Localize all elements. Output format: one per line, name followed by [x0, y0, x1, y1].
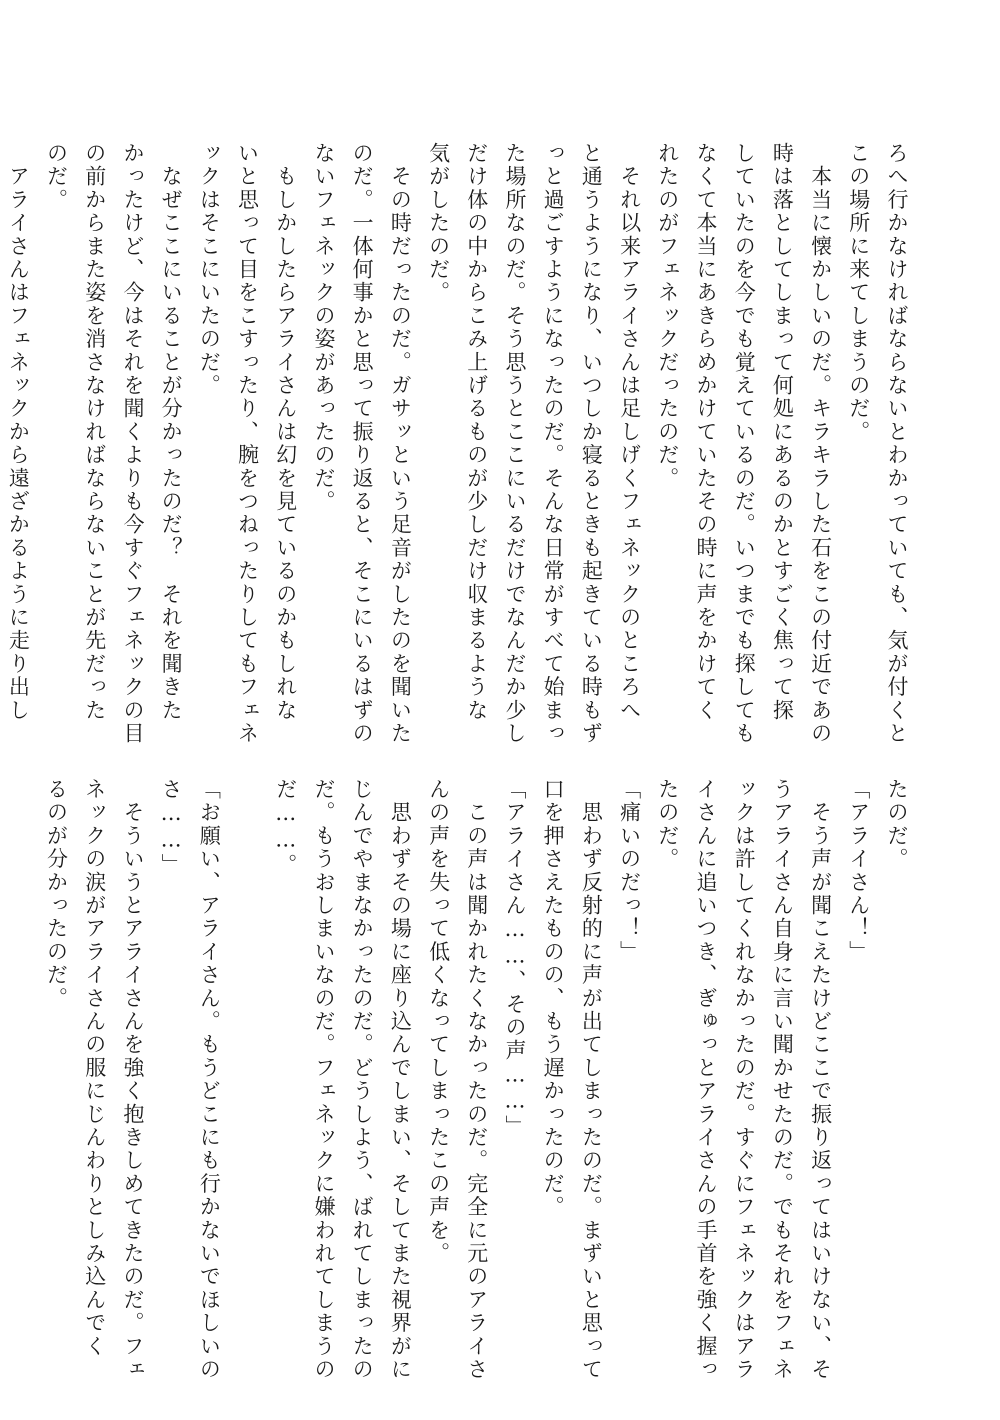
text-line: たのだ。 [655, 778, 680, 871]
text-line: そう声が聞こえたけどここで振り返ってはいけない、そ [808, 778, 833, 1382]
text-line: 本当に懐かしいのだ。キラキラした石をこの付近であの [808, 142, 833, 746]
text-line: ないフェネックの姿があったのだ。 [311, 142, 336, 514]
text-line: 「痛いのだっ！」 [617, 778, 642, 964]
upper-text-block [0, 142, 916, 746]
text-line: た場所なのだ。そう思うとここにいるだけでなんだか少し [502, 142, 527, 746]
text-line: のだ。一体何事かと思って振り返ると、そこにいるはずの [350, 142, 375, 746]
text-line: なぜここにいることが分かったのだ？ それを聞きた [159, 142, 184, 722]
text-line: ネックの涙がアライさんの服にじんわりとしみ込んでく [82, 778, 107, 1358]
text-line: 口を押さえたものの、もう遅かったのだ。 [541, 778, 566, 1219]
text-line: ックは許してくれなかったのだ。すぐにフェネックはアラ [732, 778, 757, 1382]
text-line: だ。もうおしまいなのだ。フェネックに嫌われてしまうの [311, 778, 336, 1382]
text-line: んの声を失って低くなってしまったこの声を。 [426, 778, 451, 1266]
text-line: この場所に来てしまうのだ。 [846, 142, 871, 444]
text-line: なくて本当にあきらめかけていたその時に声をかけてく [693, 142, 718, 722]
text-line: のだ。 [44, 142, 69, 212]
text-line: だ……。 [273, 778, 298, 877]
text-line: 「アライさん！」 [846, 778, 871, 964]
text-line: 思わず反射的に声が出てしまったのだ。まずいと思って [579, 778, 604, 1382]
text-line: ろへ行かなければならないとわかっていても、気が付くと [885, 142, 909, 746]
text-line: もしかしたらアライさんは幻を見ているのかもしれな [273, 142, 298, 722]
text-line: かったけど、今はそれを聞くよりも今すぐフェネックの目 [120, 142, 145, 746]
text-line: 時は落としてしまって何処にあるのかとすごく焦って探 [770, 142, 795, 722]
text-line: と通うようになり、いつしか寝るときも起きている時もず [579, 142, 604, 746]
text-line: だけ体の中からこみ上げるものが少しだけ収まるような [464, 142, 489, 722]
text-line: いと思って目をこすったり、腕をつねったりしてもフェネ [235, 142, 260, 746]
text-line: 気がしたのだ。 [426, 142, 451, 305]
text-line: 「アライさん……、その声……」 [502, 778, 527, 1138]
lower-text-block [37, 778, 916, 1382]
text-line: の前からまた姿を消さなければならないことが先だった [82, 142, 107, 722]
text-line: さ……」 [159, 778, 184, 877]
text-line: その時だったのだ。ガサッという足音がしたのを聞いた [388, 142, 413, 746]
text-line: アライさんはフェネックから遠ざかるように走り出し [6, 142, 31, 722]
text-line: そういうとアライさんを強く抱きしめてきたのだ。フェ [120, 778, 145, 1382]
text-line: イさんに追いつき、ぎゅっとアライさんの手首を強く握っ [693, 778, 718, 1382]
text-line: それ以来アライさんは足しげくフェネックのところへ [617, 142, 642, 722]
text-line: していたのを今でも覚えているのだ。いつまでも探しても [732, 142, 757, 746]
text-line: ックはそこにいたのだ。 [197, 142, 222, 398]
text-line: れたのがフェネックだったのだ。 [655, 142, 680, 490]
text-line: たのだ。 [885, 778, 909, 871]
text-line: じんでやまなかったのだ。どうしよう、ばれてしまったの [350, 778, 375, 1382]
text-line: っと過ごすようになったのだ。そんな日常がすべて始まっ [541, 142, 566, 746]
text-line: この声は聞かれたくなかったのだ。完全に元のアライさ [464, 778, 489, 1382]
text-line: 思わずその場に座り込んでしまい、そしてまた視界がに [388, 778, 413, 1382]
text-line: 「お願い、アライさん。もうどこにも行かないでほしいの [197, 778, 222, 1382]
text-line: るのが分かったのだ。 [44, 778, 69, 1010]
text-line: うアライさん自身に言い聞かせたのだ。でもそれをフェネ [770, 778, 795, 1382]
